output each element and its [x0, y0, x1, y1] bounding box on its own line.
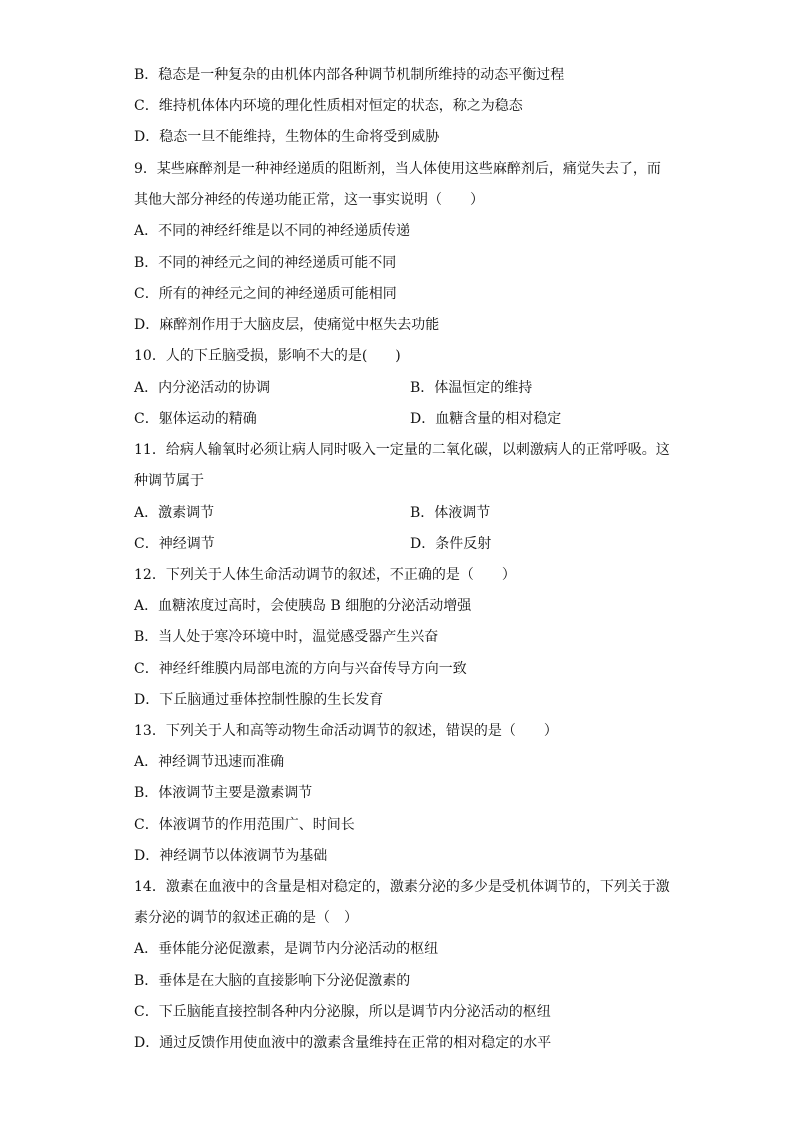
q14-option-a: A．垂体能分泌促激素，是调节内分泌活动的枢纽 [134, 941, 439, 957]
q11-option-a: A．激素调节 [134, 505, 215, 521]
q12-option-b: B．当人处于寒冷环境中时，温觉感受器产生兴奋 [134, 629, 439, 645]
q12-option-d: D．下丘脑通过垂体控制性腺的生长发育 [134, 692, 384, 708]
q12-stem: 12．下列关于人体生命活动调节的叙述，不正确的是（ ） [134, 567, 516, 583]
q14-option-d: D．通过反馈作用使血液中的激素含量维持在正常的相对稳定的水平 [134, 1035, 552, 1051]
q11-option-d: D．条件反射 [410, 536, 492, 552]
q13-stem: 13．下列关于人和高等动物生命活动调节的叙述，错误的是（ ） [134, 723, 558, 739]
q8-option-c: C．维持机体体内环境的理化性质相对恒定的状态，称之为稳态 [134, 98, 523, 114]
q12-option-a: A．血糖浓度过高时，会使胰岛 B 细胞的分泌活动增强 [134, 598, 472, 614]
q13-option-c: C．体液调节的作用范围广、时间长 [134, 817, 355, 833]
q13-option-b: B．体液调节主要是激素调节 [134, 785, 313, 801]
q9-option-d: D．麻醉剂作用于大脑皮层，使痛觉中枢失去功能 [134, 317, 440, 333]
q11-stem-line2: 种调节属于 [134, 473, 204, 489]
q10-option-d: D．血糖含量的相对稳定 [410, 411, 562, 427]
q13-option-d: D．神经调节以体液调节为基础 [134, 848, 328, 864]
q13-option-a: A．神经调节迅速而准确 [134, 754, 285, 770]
q9-option-a: A．不同的神经纤维是以不同的神经递质传递 [134, 223, 411, 239]
q10-option-b: B．体温恒定的维持 [410, 380, 533, 396]
q14-stem-line1: 14．激素在血液中的含量是相对稳定的，激素分泌的多少是受机体调节的，下列关于激 [134, 879, 670, 895]
q10-stem: 10．人的下丘脑受损，影响不大的是( ) [134, 348, 401, 364]
q8-option-d: D．稳态一旦不能维持，生物体的生命将受到威胁 [134, 129, 440, 145]
q12-option-c: C．神经纤维膜内局部电流的方向与兴奋传导方向一致 [134, 661, 467, 677]
q14-option-c: C．下丘脑能直接控制各种内分泌腺，所以是调节内分泌活动的枢纽 [134, 1004, 551, 1020]
q14-option-b: B．垂体是在大脑的直接影响下分泌促激素的 [134, 973, 411, 989]
q9-option-c: C．所有的神经元之间的神经递质可能相同 [134, 286, 397, 302]
q9-option-b: B．不同的神经元之间的神经递质可能不同 [134, 255, 397, 271]
q10-option-a: A．内分泌活动的协调 [134, 380, 271, 396]
q9-stem-line1: 9．某些麻醉剂是一种神经递质的阻断剂，当人体使用这些麻醉剂后，痛觉失去了，而 [134, 161, 661, 177]
q9-stem-line2: 其他大部分神经的传递功能正常，这一事实说明（ ） [134, 192, 484, 208]
q11-option-c: C．神经调节 [134, 536, 215, 552]
q11-option-b: B．体液调节 [410, 505, 491, 521]
q14-stem-line2: 素分泌的调节的叙述正确的是（ ） [134, 910, 358, 926]
q10-option-c: C．躯体运动的精确 [134, 411, 257, 427]
q8-option-b: B．稳态是一种复杂的由机体内部各种调节机制所维持的动态平衡过程 [134, 67, 565, 83]
q11-stem-line1: 11．给病人输氧时必须让病人同时吸入一定量的二氧化碳，以刺激病人的正常呼吸。这 [134, 442, 670, 458]
